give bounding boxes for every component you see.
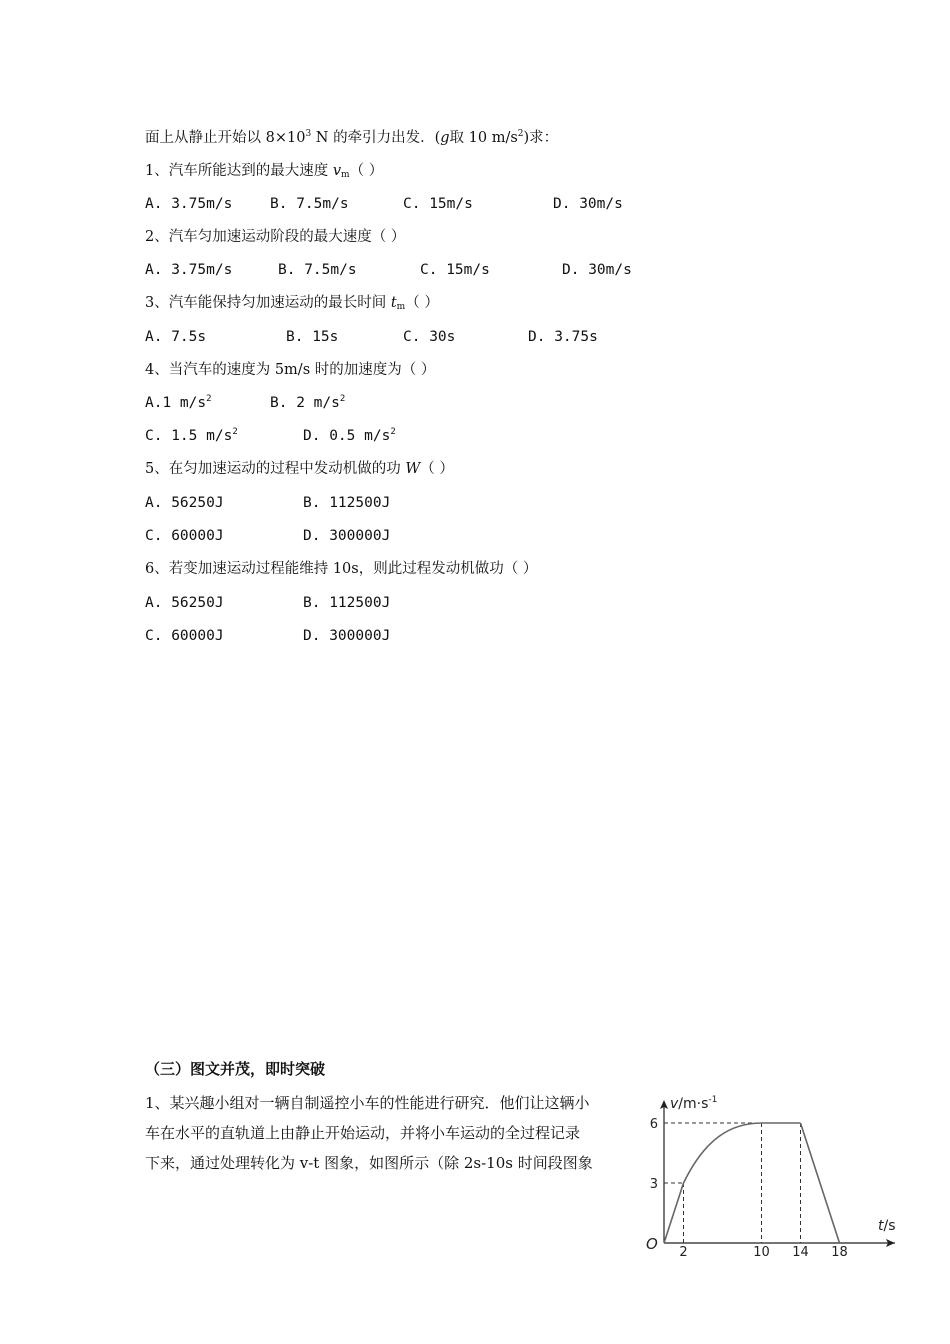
question-3-paren: （ ） [405, 295, 439, 311]
q4-option-c[interactable] [145, 426, 238, 446]
question-5-paren: （ ） [420, 461, 454, 477]
intro-line [145, 128, 558, 148]
q3-option-b[interactable]: B. 15s [286, 329, 339, 345]
q2-option-a[interactable]: A. 3.75m/s [145, 262, 233, 278]
intro-g-value: 取 10 m/s [449, 130, 518, 146]
q4-option-b-text: B. 2 m/s [270, 395, 340, 411]
intro-exponent-2: 2 [517, 129, 524, 139]
question-1-text: 1、汽车所能达到的最大速度 [145, 163, 333, 179]
q6-option-a[interactable]: A. 56250J [145, 595, 224, 611]
q3-option-d[interactable]: D. 3.75s [528, 329, 598, 345]
question-2: 2、汽车匀加速运动阶段的最大速度（ ） [145, 229, 406, 245]
question-1-paren: （ ） [349, 163, 384, 179]
q6-option-b[interactable]: B. 112500J [303, 595, 391, 611]
question-5-text: 5、在匀加速运动的过程中发动机做的功 [145, 461, 406, 477]
question-5-var: W [405, 461, 421, 477]
q4-option-c-text: C. 1.5 m/s [145, 428, 233, 444]
x-tick-label: 10 [753, 1245, 770, 1260]
question-6: 6、若变加速运动过程能维持 10s，则此过程发动机做功（ ） [145, 561, 538, 577]
data-curve-segment [684, 1123, 762, 1183]
origin-label: O [646, 1235, 658, 1253]
question-1-var: v [332, 163, 342, 179]
q4-option-d[interactable] [303, 426, 396, 446]
q2-option-b[interactable]: B. 7.5m/s [278, 262, 357, 278]
intro-g-symbol: g [440, 130, 450, 146]
q3-option-a[interactable]: A. 7.5s [145, 329, 207, 345]
question-3 [145, 293, 439, 313]
question-4: 4、当汽车的速度为 5m/s 时的加速度为（ ） [145, 362, 436, 378]
question-5 [145, 459, 454, 479]
x-tick-label: 18 [831, 1245, 848, 1260]
q4-option-a-text: A.1 m/s [145, 395, 207, 411]
x-axis-label: t/s [878, 1218, 896, 1234]
y-axis-label: $v/m\cdot s^{-1}$ [670, 1095, 718, 1112]
q4-option-d-exp: 2 [390, 427, 396, 437]
q5-option-b[interactable]: B. 112500J [303, 495, 391, 511]
q3-option-c[interactable]: C. 30s [403, 329, 456, 345]
intro-mid: N 的牵引力出发．( [311, 130, 441, 146]
x-tick-label: 14 [792, 1245, 809, 1260]
problem-1-line: 车在水平的直轨道上由静止开始运动，并将小车运动的全过程记录 [145, 1124, 581, 1142]
intro-exponent: 3 [305, 129, 312, 139]
q6-option-c[interactable]: C. 60000J [145, 628, 224, 644]
vt-chart [640, 1090, 905, 1260]
q5-option-c[interactable]: C. 60000J [145, 528, 224, 544]
q4-option-c-exp: 2 [232, 427, 238, 437]
intro-suffix: )求： [523, 130, 559, 146]
question-1-sub: m [341, 170, 350, 180]
data-line-segment [664, 1183, 684, 1243]
problem-1-line: 1、某兴趣小组对一辆自制遥控小车的性能进行研究．他们让这辆小 [145, 1094, 590, 1112]
q4-option-a-exp: 2 [206, 394, 212, 404]
y-tick-label: 3 [649, 1177, 658, 1192]
q1-option-c[interactable]: C. 15m/s [403, 196, 473, 212]
q6-option-d[interactable]: D. 300000J [303, 628, 391, 644]
x-tick-label: 2 [679, 1245, 688, 1260]
q5-option-d[interactable]: D. 300000J [303, 528, 391, 544]
problem-1-line: 下来，通过处理转化为 v-t 图象，如图所示（除 2s-10s 时间段图象 [145, 1154, 593, 1172]
section-heading: （三）图文并茂，即时突破 [145, 1060, 326, 1078]
q1-option-b[interactable]: B. 7.5m/s [270, 196, 349, 212]
q1-option-a[interactable]: A. 3.75m/s [145, 196, 233, 212]
question-1 [145, 161, 383, 181]
q5-option-a[interactable]: A. 56250J [145, 495, 224, 511]
problem-1-paragraph [145, 1088, 640, 1178]
q4-option-b[interactable] [270, 393, 345, 413]
data-line-segment [801, 1123, 840, 1243]
q4-option-d-text: D. 0.5 m/s [303, 428, 391, 444]
q4-option-b-exp: 2 [339, 394, 346, 404]
question-3-sub: m [396, 302, 406, 312]
q2-option-d[interactable]: D. 30m/s [562, 262, 632, 278]
question-3-text: 3、汽车能保持匀加速运动的最长时间 [145, 295, 391, 311]
question-3-var: t [390, 295, 397, 311]
intro-text: 面上从静止开始以 8×10 [145, 130, 306, 146]
y-tick-label: 6 [649, 1117, 658, 1132]
q1-option-d[interactable]: D. 30m/s [553, 196, 623, 212]
q2-option-c[interactable]: C. 15m/s [420, 262, 490, 278]
q4-option-a[interactable] [145, 393, 212, 413]
